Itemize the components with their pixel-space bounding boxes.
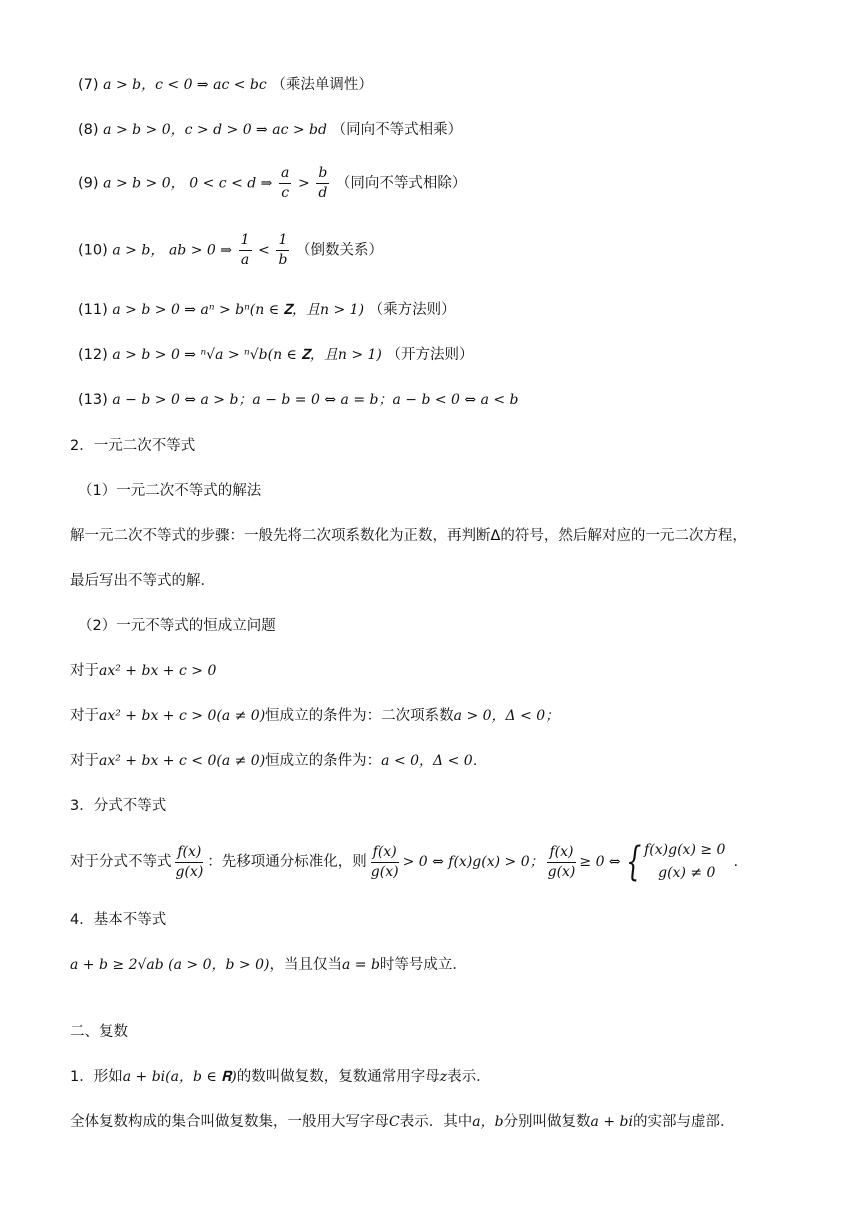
formula: a = b <box>341 957 380 973</box>
subsection-heading: （1）一元二次不等式的解法 <box>78 483 262 499</box>
paragraph: 对于ax² + bx + c > 0(a ≠ 0)恒成立的条件为：二次项系数a > 0，Δ < 0； <box>70 708 560 724</box>
paragraph: a + b ≥ 2√ab (a > 0，b > 0)，当且仅当a = b时等号成立． <box>70 957 467 973</box>
fraction-inequality-line: 对于分式不等式 $\frac{f(x)}{g(x)}$ ：先移项通分标准化，则 $\frac{f(x)}{g(x)}$ > 0 ⇔ f(x)g(x) > 0； $\frac{f(x)}{g(x)}$ ≥ 0 ⇔ { f(x)g(x) ≥ 0 g(x) ≠ 0 . <box>70 839 739 885</box>
paragraph: 对于ax² + bx + c < 0(a ≠ 0)恒成立的条件为：a < 0，Δ < 0． <box>70 753 487 769</box>
paragraph: 解一元二次不等式的步骤：一般先将二次项系数化为正数，再判断Δ的符号，然后解对应的一元二次方程， <box>70 528 747 544</box>
item-11: (11) a > b > 0 ⇒ aⁿ > bⁿ(n ∈ 𝐙，且n > 1) （乘方法则） <box>78 302 456 318</box>
formula: a + b ≥ 2√ab (a > 0，b > 0) <box>70 957 270 973</box>
paragraph: 全体复数构成的集合叫做复数集，一般用大写字母C表示．其中a，b分别叫做复数a + bi的实部与虚部． <box>70 1114 735 1130</box>
system-brace: { f(x)g(x) ≥ 0 g(x) ≠ 0 <box>625 839 726 885</box>
fraction: $\frac{a}{c}$ <box>281 165 290 201</box>
formula: ax² + bx + c < 0(a ≠ 0) <box>99 753 266 769</box>
section-heading: 4．基本不等式 <box>70 912 167 928</box>
formula: ab > 0 ⇒ <box>168 242 232 259</box>
formula: a，b <box>472 1114 504 1130</box>
section-heading: 2．一元二次不等式 <box>70 438 196 454</box>
formula: a > b > 0， <box>103 175 185 192</box>
item-8: (8) a > b > 0，c > d > 0 ⇒ ac > bd （同向不等式相乘） <box>78 122 463 138</box>
paragraph: 1．形如a + bi(a，b ∈ 𝐑)的数叫做复数，复数通常用字母z表示． <box>70 1069 491 1085</box>
note: （乘法单调性） <box>271 77 373 93</box>
fraction: $\frac{f(x)}{g(x)}$ <box>370 843 399 880</box>
paragraph: 最后写出不等式的解． <box>70 573 215 589</box>
formula: a − b > 0 ⇔ a > b；a − b = 0 ⇔ a = b；a − b < 0 ⇔ a < b <box>112 392 519 408</box>
fraction: $\frac{f(x)}{g(x)}$ <box>547 843 576 880</box>
formula: z <box>439 1069 448 1085</box>
formula: ax² + bx + c > 0(a ≠ 0) <box>99 708 266 724</box>
formula: C <box>389 1114 400 1130</box>
formula: > 0 ⇔ f(x)g(x) > 0； <box>402 854 544 870</box>
section-heading: 3．分式不等式 <box>70 798 167 814</box>
formula: a + bi(a，b ∈ 𝐑) <box>122 1069 237 1085</box>
item-12: (12) a > b > 0 ⇒ ⁿ√a > ⁿ√b(n ∈ 𝐙，且n > 1) （开方法则） <box>78 347 474 363</box>
note: （乘方法则） <box>368 302 456 318</box>
item-13: (13) a − b > 0 ⇔ a > b；a − b = 0 ⇔ a = b；a − b < 0 ⇔ a < b <box>78 392 519 408</box>
formula: a < 0，Δ < 0． <box>381 753 487 769</box>
fraction: $\frac{1}{b}$ <box>278 232 288 268</box>
formula: a > b， <box>112 242 165 259</box>
note: （同向不等式相除） <box>335 175 467 192</box>
formula: ≥ 0 ⇔ <box>579 854 621 870</box>
fraction: $\frac{f(x)}{g(x)}$ <box>175 843 204 880</box>
formula: a > b > 0 ⇒ ⁿ√a > ⁿ√b(n ∈ 𝐙，且n > 1) <box>112 347 382 363</box>
formula: a > b，c < 0 ⇒ ac < bc <box>103 77 267 93</box>
formula: a > 0，Δ < 0； <box>453 708 560 724</box>
note: （同向不等式相乘） <box>331 122 463 138</box>
formula: ax² + bx + c > 0 <box>99 663 217 679</box>
item-7: (7) a > b，c < 0 ⇒ ac < bc （乘法单调性） <box>78 77 373 93</box>
fraction: $\frac{1}{a}$ <box>240 232 250 268</box>
formula: a + bi <box>590 1114 633 1130</box>
paragraph: 对于ax² + bx + c > 0 <box>70 663 217 679</box>
formula: a > b > 0，c > d > 0 ⇒ ac > bd <box>103 122 327 138</box>
fraction: $\frac{b}{d}$ <box>318 165 328 201</box>
note: （倒数关系） <box>296 242 384 259</box>
subsection-heading: （2）一元不等式的恒成立问题 <box>78 618 276 634</box>
formula: 0 < c < d ⇒ <box>189 175 273 192</box>
note: （开方法则） <box>386 347 474 363</box>
item-10: (10) a > b， ab > 0 ⇒ $\frac{1}{a}$ < $\frac{1}{b}$ （倒数关系） <box>78 232 384 268</box>
item-9: (9) a > b > 0， 0 < c < d ⇒ $\frac{a}{c}$ > $\frac{b}{d}$ （同向不等式相除） <box>78 165 467 201</box>
formula: a > b > 0 ⇒ aⁿ > bⁿ(n ∈ 𝐙，且n > 1) <box>112 302 365 318</box>
part-heading: 二、复数 <box>70 1024 128 1040</box>
